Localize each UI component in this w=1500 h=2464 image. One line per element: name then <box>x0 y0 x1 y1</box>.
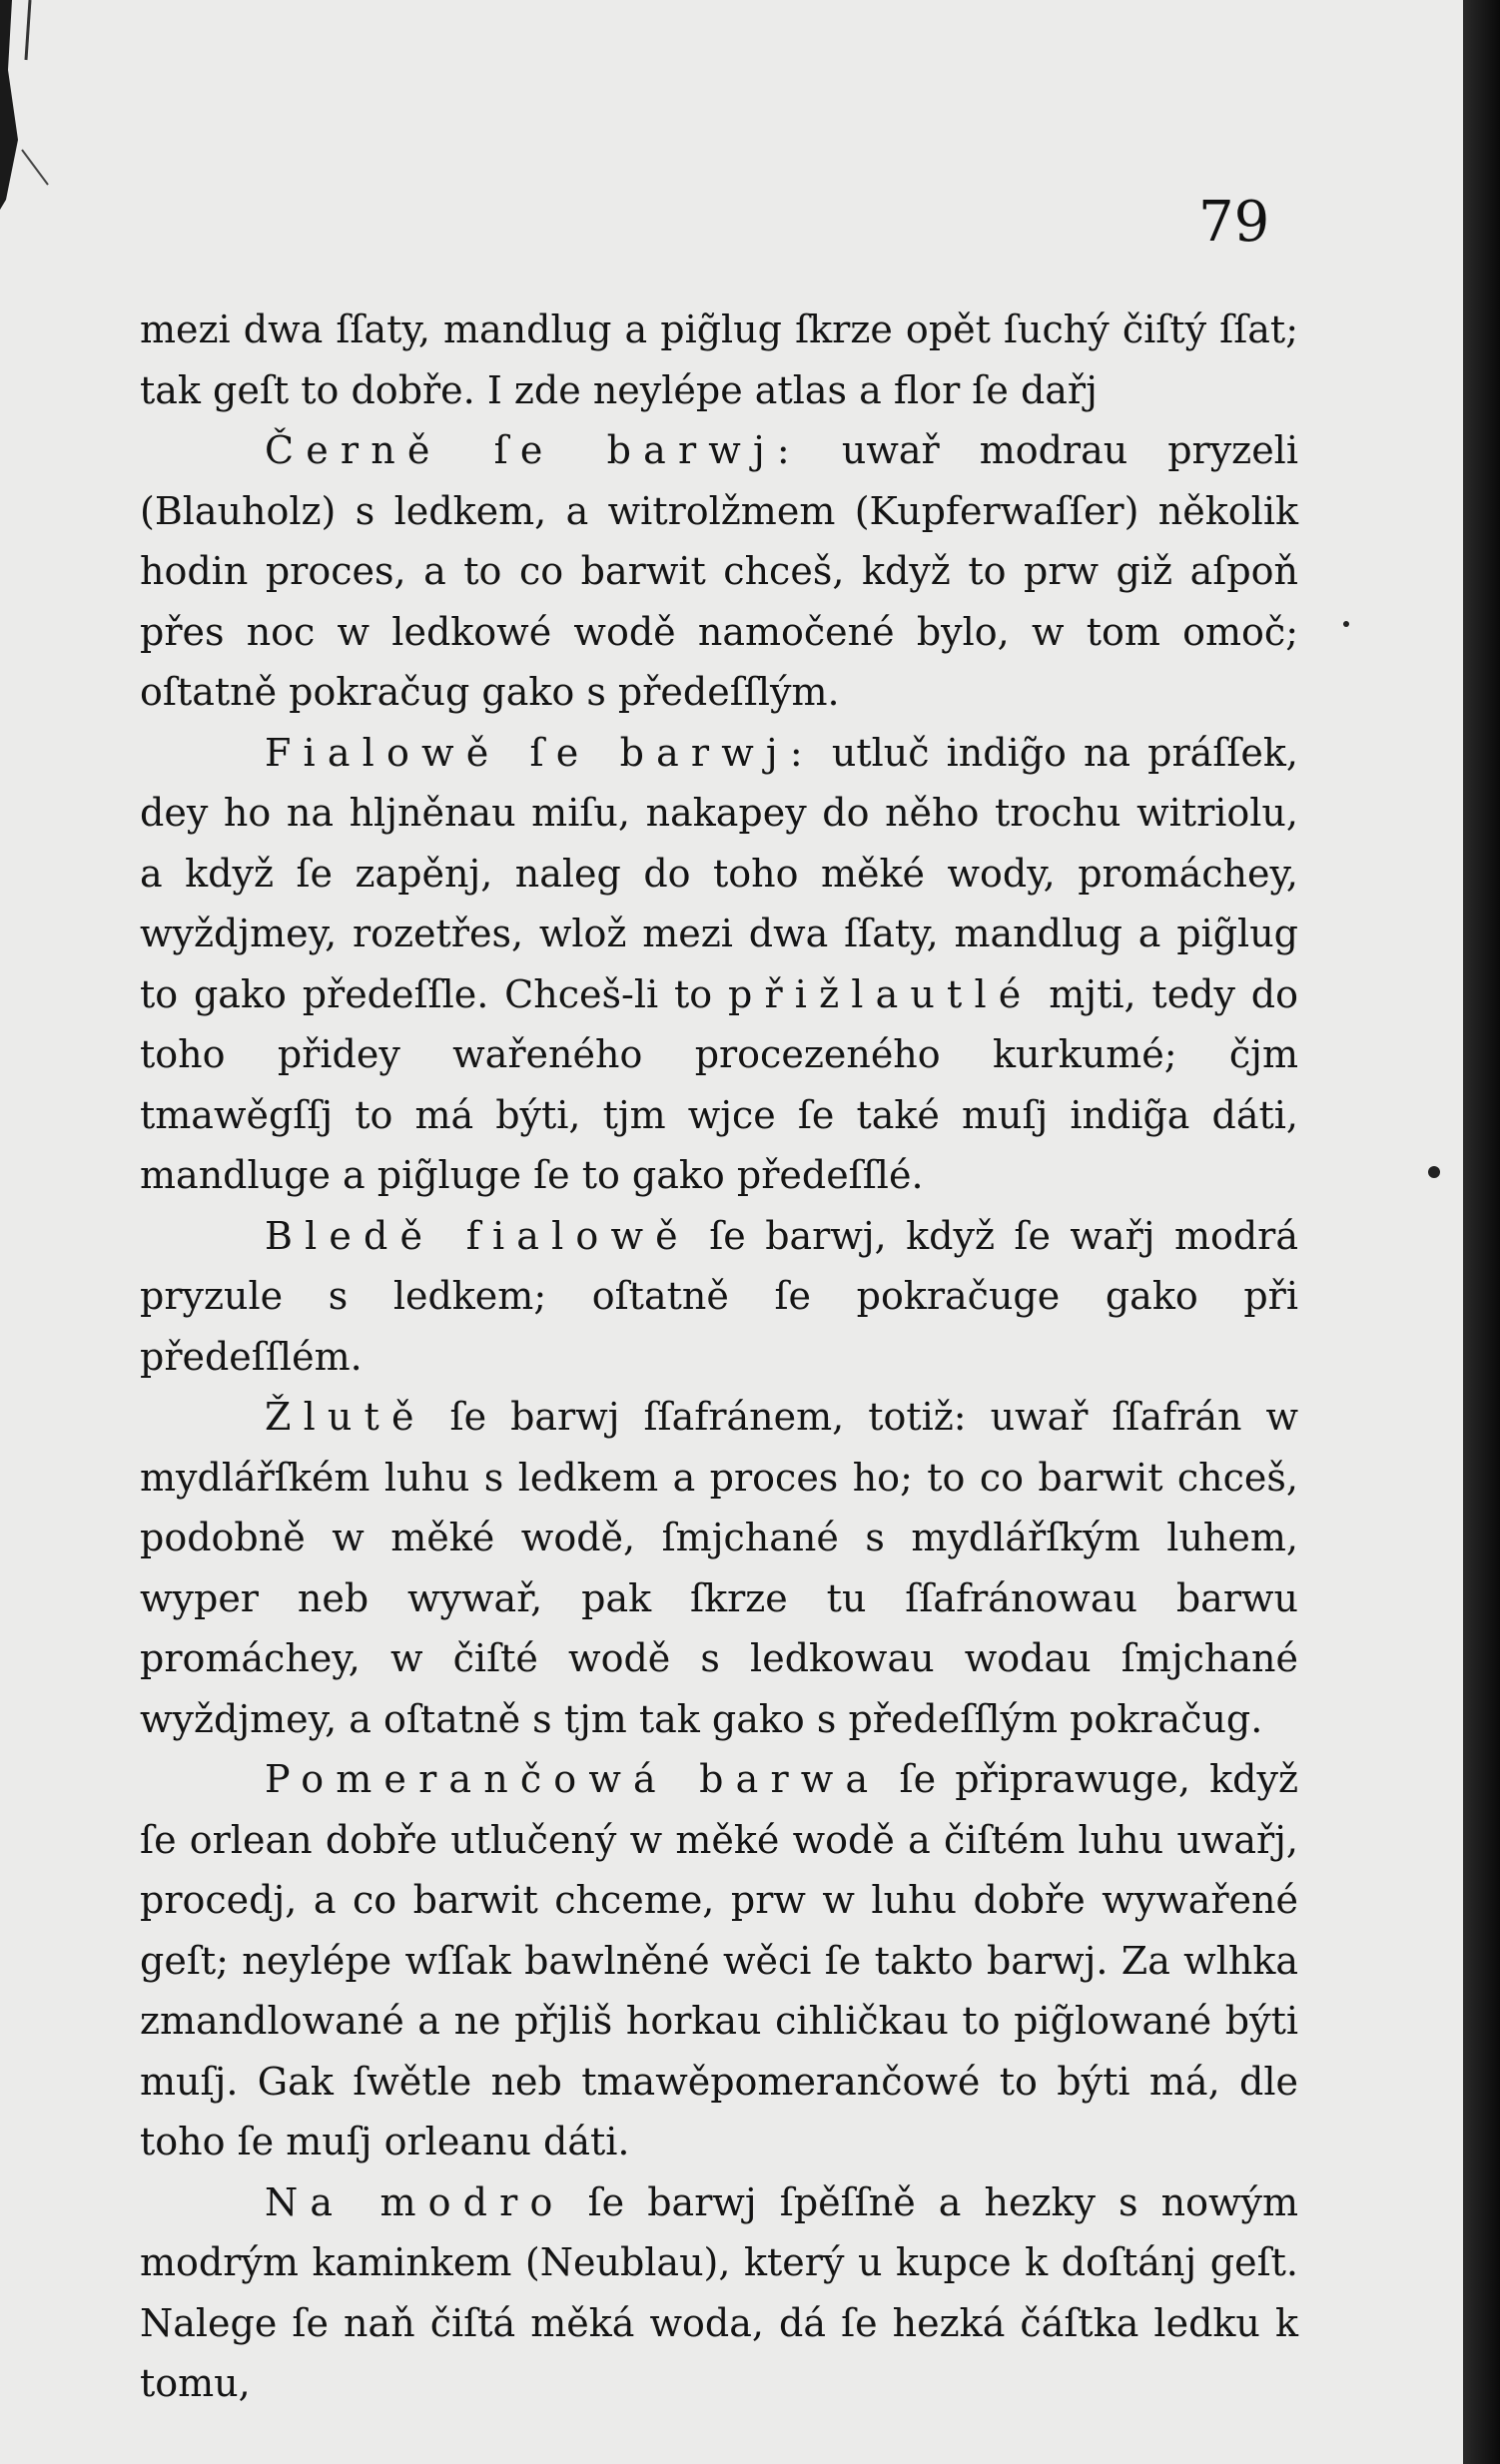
ink-speck <box>1428 1166 1440 1178</box>
spaced-heading-text: Pomerančowá barwa <box>265 1757 881 1801</box>
scan-dark-edge <box>1463 0 1500 2464</box>
paragraph <box>140 1749 1298 2172</box>
spaced-heading-text: Na modro <box>265 2179 565 2224</box>
paragraph-text: ſe barwj, když ſe wařj modrá pryzule s ledkem; oſtatně ſe pokračuge gako při předeſſlém. <box>140 1213 1299 1379</box>
paragraph-text: uwař modrau pryzeli (Blauholz) s ledkem, a witrolžmem (Kupferwaſſer) několik hodin proces, a to co barwit chceš, když to prw giž aſpoň přes noc w ledkowé wodě namočené bylo, w tom omoč; oſtatně pokračug gako s předeſſlým. <box>140 428 1298 714</box>
paragraph-text: utluč indig̃o na práſſek, dey ho na hljněnau miſu, nakapey do něho trochu witriolu, a když ſe zapěnj, naleg do toho měké wody, promáchey, wyždjmey, rozetřes, wlož mezi dwa ſſaty, mandlug a pig̃lug to gako předeſſle. Chceš-li to <box>140 730 1298 1016</box>
paragraph-text: mezi dwa ſſaty, mandlug a pig̃lug ſkrze opět ſuchý čiſtý ſſat; tak geſt to dobře. I zde neylépe atlas a flor ſe dařj <box>140 308 1298 412</box>
paragraph <box>140 420 1298 723</box>
paragraph <box>140 2172 1298 2414</box>
spaced-heading-text: přižlautlé <box>727 971 1034 1016</box>
spaced-heading-text: Černě ſe barwj: <box>265 428 802 472</box>
ink-speck <box>1343 621 1349 627</box>
paragraph <box>140 1387 1298 1749</box>
paragraph <box>140 1206 1298 1388</box>
paragraph-text: mjti, tedy do toho přidey wařeného procezeného kurkumé; čjm tmawěgſſj to má býti, tjm wjce ſe také muſj indig̃a dáti, mandluge a pig̃luge ſe to gako předeſſlé. <box>140 971 1299 1197</box>
spaced-heading-text: Žlutě <box>265 1395 426 1439</box>
paragraph <box>140 300 1298 420</box>
paragraph-text: ſe barwj ſpěſſně a hezky s nowým modrým kaminkem (Neublau), který u kupce k doſtánj geſt. Nalege ſe naň čiſtá měká woda, dá ſe hezká čáſtka ledku k tomu, <box>140 2179 1299 2405</box>
paragraph-text: ſe barwj ſſafránem, totiž: uwař ſſafrán w mydlářſkém luhu s ledkem a proces ho; to co barwit chceš, podobně w měké wodě, ſmjchané s mydlářſkým luhem, wyper neb wywař, pak ſkrze tu ſſafránowau barwu promáchey, w čiſté wodě s ledkowau wodau ſmjchané wyždjmey, a oſtatně s tjm tak gako s předeſſlým pokračug. <box>140 1395 1298 1741</box>
body-text <box>140 300 1298 2414</box>
paragraph <box>140 723 1298 1206</box>
page-number: 79 <box>1198 190 1270 255</box>
spaced-heading-text: Bledě fialowě <box>265 1213 690 1258</box>
spaced-heading-text: Fialowě ſe barwj: <box>265 730 815 775</box>
page-edge-scratch <box>0 0 60 220</box>
paragraph-text: ſe připrawuge, když ſe orlean dobře utlučený w měké wodě a čiſtém luhu uwařj, procedj, a co barwit chceme, prw w luhu dobře wywařené geſt; neylépe wſſak bawlněné wěci ſe takto barwj. Za wlhka zmandlowané a ne přjliš horkau cihličkau to pig̃lowané býti muſj. Gak ſwětle neb tmawěpomerančowé to býti má, dle toho ſe muſj orleanu dáti. <box>140 1757 1298 2163</box>
